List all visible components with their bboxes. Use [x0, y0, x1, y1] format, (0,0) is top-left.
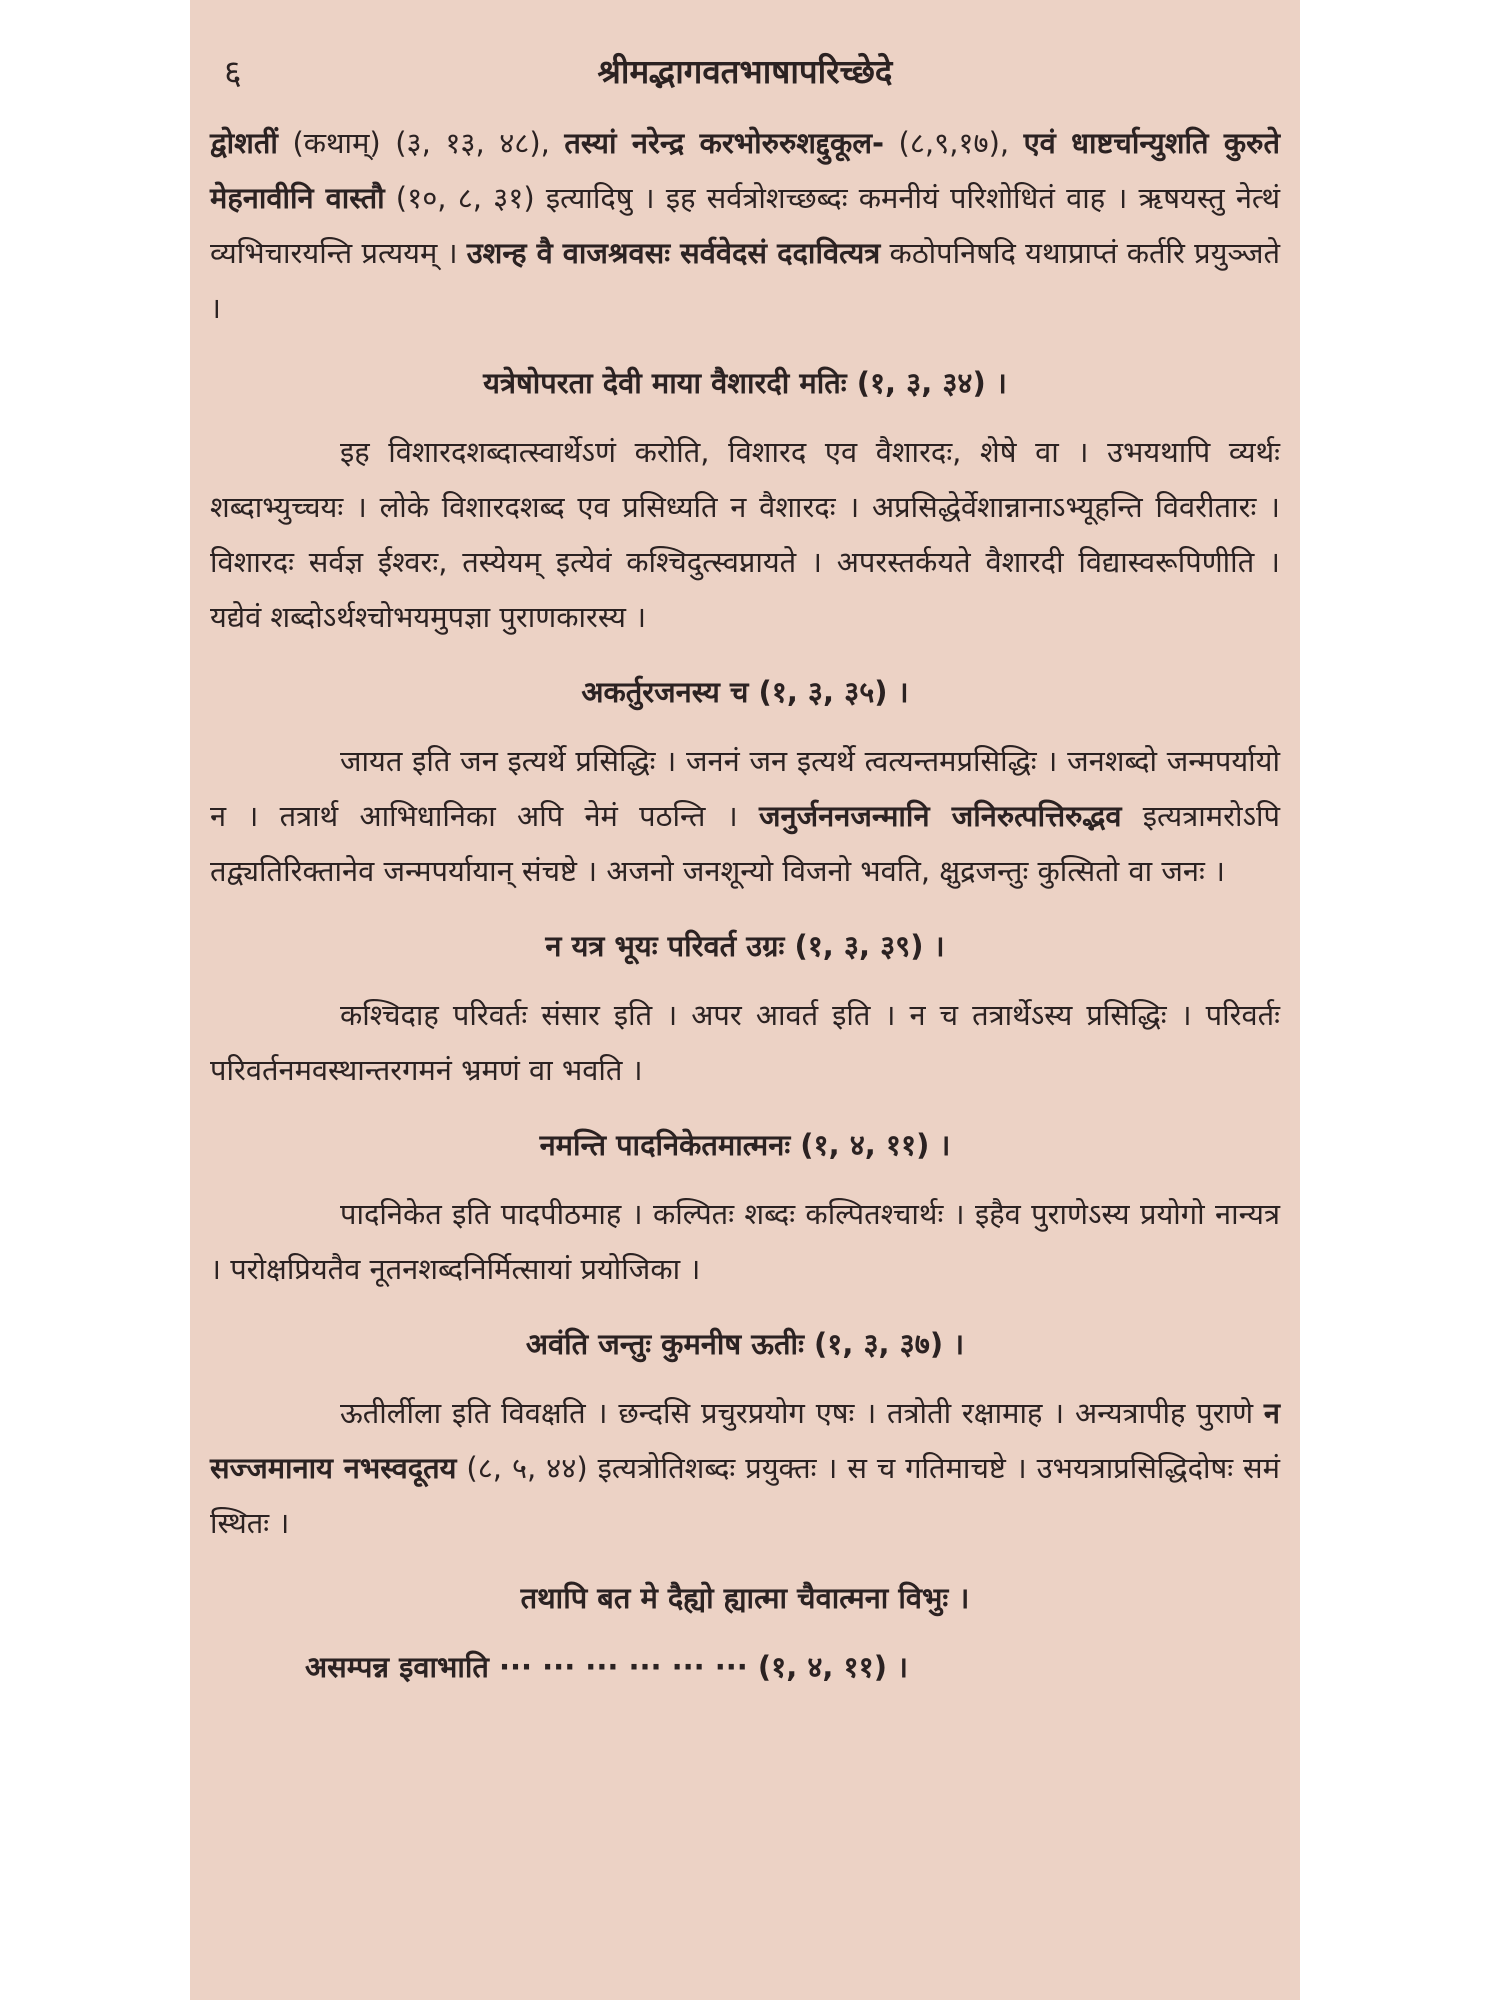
page-header [210, 40, 1280, 110]
paragraph-4: कश्चिदाह परिवर्तः संसार इति । अपर आवर्त इति । न च तत्रार्थेऽस्य प्रसिद्धिः । परिवर्तः परिवर्तनमवस्थान्तरगमनं भ्रमणं वा भवति । [210, 998, 1280, 1087]
text-span: (८, ५, ४४) इत्यत्रोतिशब्दः प्रयुक्तः । स च गतिमाचष्टे । उभयत्राप्रसिद्धिदोषः समं स्थितः । [210, 1451, 1280, 1540]
text-span: कठोपनिषदि यथाप्राप्तं कर्तरि प्रयुञ्जते । [210, 236, 1280, 325]
verse-heading-6: तथापि बत मे दैह्यो ह्यात्मा चैवात्मना विभुः । [520, 1581, 970, 1615]
text-span: जायत इति जन इत्यर्थे प्रसिद्धिः । जननं जन इत्यर्थे त्वत्यन्तमप्रसिद्धिः । जनशब्दो जन्मपर्यायो न । तत्रार्थ आभिधानिका अपि नेमं पठन्ति । [210, 744, 1280, 833]
paragraph-5: पादनिकेत इति पादपीठमाह । कल्पितः शब्दः कल्पितश्चार्थः । इहैव पुराणेऽस्य प्रयोगो नान्यत्र । परोक्षप्रियतैव नूतनशब्दनिर्मित्सायां प्रयोजिका । [210, 1197, 1280, 1286]
page-number: ६ [224, 53, 242, 93]
text-span: इत्यत्रामरोऽपि तद्व्यतिरिक्तानेव जन्मपर्यायान् संचष्टे । अजनो जनशून्यो विजनो भवति, क्षुद्रजन्तुः कुत्सितो वा जनः । [210, 799, 1281, 888]
paragraph-3 [210, 734, 1280, 899]
verse-heading-3: न यत्र भूयः परिवर्त उग्रः (१, ३, ३९) । [545, 929, 945, 963]
verse-heading-5: अवंति जन्तुः कुमनीष ऊतीः (१, ३, ३७) । [525, 1327, 965, 1361]
paragraph-2: इह विशारदशब्दात्स्वार्थेऽणं करोति, विशारद एव वैशारदः, शेषे वा । उभयथापि व्यर्थः शब्दाभ्युच्चयः । लोके विशारदशब्द एव प्रसिध्यति न वैशारदः । अप्रसिद्धेर्वेशान्नानाऽभ्यूहन्ति विवरीतारः । विशारदः सर्वज्ञ ईश्वरः, तस्येयम् इत्येवं कश्चिदुत्स्वप्नायते । अपरस्तर्कयते वैशारदी विद्यास्वरूपिणीति । यद्येवं शब्दोऽर्थश्चोभयमुपज्ञा पुराणकारस्य । [210, 435, 1280, 634]
text-span: (१०, ८, ३१) इत्यादिषु । इह सर्वत्रोशच्छब्दः कमनीयं परिशोधितं वाह । ऋषयस्तु नेत्थं व्यभिचारयन्ति प्रत्ययम् । [210, 181, 1280, 270]
text-span: (८,९,१७), [884, 126, 1024, 160]
book-page [190, 0, 1300, 2000]
quote-bold: एवं धाष्टर्चान्युशति कुरुते मेहनावीनि वास्तौ [210, 126, 1280, 215]
quote-bold: तस्यां नरेन्द्र करभोरुरुशद्दुकूल- [564, 126, 885, 160]
verse-heading-2: अकर्तुरजनस्य च (१, ३, ३५) । [581, 675, 909, 709]
paragraph-6 [210, 1386, 1280, 1551]
quote-bold: जनुर्जननजन्मानि जनिरुत्पत्तिरुद्भव [759, 799, 1122, 833]
paragraph-1 [210, 116, 1280, 336]
quote-bold: उशन्ह वै वाजश्रवसः सर्ववेदसं ददावित्यत्र [466, 236, 881, 270]
quote-bold: द्वोशतीं [210, 126, 278, 160]
running-title: श्रीमद्भागवतभाषापरिच्छेदे [597, 52, 893, 91]
verse-heading-7: असम्पन्न इवाभाति ··· ··· ··· ··· ··· ··· (१, ४, ११) । [305, 1650, 909, 1684]
verse-heading-4: नमन्ति पादनिकेतमात्मनः (१, ४, ११) । [539, 1128, 951, 1162]
quote-bold: न सज्जमानाय नभस्वदूतय [210, 1396, 1280, 1485]
text-span: (कथाम्) (३, १३, ४८), [277, 126, 565, 160]
verse-heading-1: यत्रेषोपरता देवी माया वैशारदी मतिः (१, ३, ३४) । [483, 366, 1007, 400]
text-span: ऊतीर्लीला इति विवक्षति । छन्दसि प्रचुरप्रयोग एषः । तत्रोती रक्षामाह । अन्यत्रापीह पुराणे [340, 1396, 1264, 1430]
